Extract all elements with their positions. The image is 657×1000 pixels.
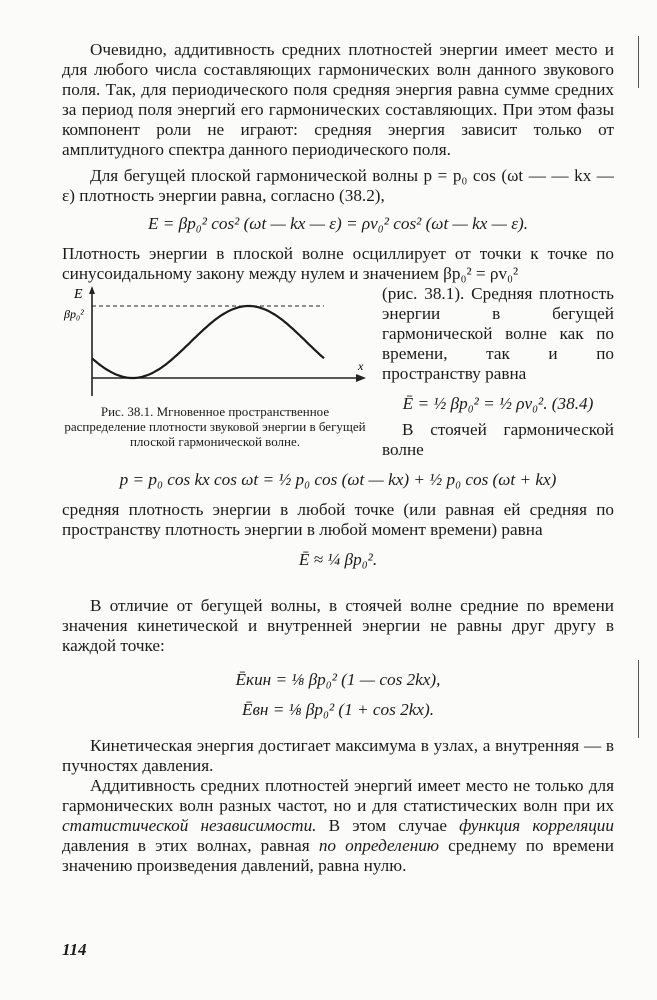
italic-term-correlation: функция корреляции bbox=[459, 816, 614, 835]
paragraph-kinetic-max: Кинетическая энергия достигает максимума в узлах, а внутренняя — в пучностях давления. bbox=[62, 736, 614, 775]
italic-term-independence: статистической независимости. bbox=[62, 816, 317, 835]
paragraph-standing-wave: В стоячей гармонической волне bbox=[382, 420, 614, 459]
y-axis-label: E bbox=[74, 287, 83, 302]
text-run: В этом случае bbox=[316, 816, 460, 835]
energy-curve bbox=[92, 306, 324, 378]
paragraph-additivity: Очевидно, аддитивность средних плотностей энергии имеет место и для любого числа составляющих гармонических волн данного звукового поля. Так, для периодического поля средняя энергия равна сумме средних за период поля энергий его гармонических составляющих. При этом фазы компонент роли не играют: средняя энергия зависит только от амплитудного спектра данного периодического поля. bbox=[62, 40, 614, 159]
formula-internal: Ēвн = ⅛ βp₀² (1 + cos 2kx). bbox=[241, 700, 435, 719]
energy-wave-plot bbox=[62, 284, 368, 402]
level-label: βp₀² bbox=[64, 307, 84, 321]
paragraph-oscillation: Плотность энергии в плоской волне осциллирует от точки к точке по синусоидальному закону между нулем и значением βp₀² = ρv₀² bbox=[62, 244, 614, 283]
paragraph-kinetic-internal: В отличие от бегущей волны, в стоячей волне средние по времени значения кинетической и внутренней энергии не равны друг другу в каждой точке: bbox=[62, 596, 614, 655]
side-text bbox=[382, 284, 614, 460]
paragraph-traveling-wave: Для бегущей плоской гармонической волны p = p₀ cos (ωt — — kx — ε) плотность энергии равна, согласно (38.2), bbox=[62, 166, 614, 205]
formula-38-4: Ē = ½ βp₀² = ½ ρv₀². (38.4) bbox=[402, 394, 594, 413]
x-axis-label: x bbox=[358, 359, 364, 373]
margin-line bbox=[638, 36, 639, 88]
formula-standing-wave: p = p₀ cos kx cos ωt = ½ p₀ cos (ωt — kx) + ½ p₀ cos (ωt + kx) bbox=[119, 470, 557, 489]
text-run: Аддитивность средних плотностей энергий имеет место не только для гармонических волн разных частот, но и для статистических волн при их bbox=[62, 776, 614, 815]
text-run: давления в этих волнах, равная bbox=[62, 836, 319, 855]
formula-mean-energy: Ē ≈ ¼ βp₀². bbox=[298, 550, 378, 569]
figure-38-1 bbox=[62, 284, 368, 454]
margin-line bbox=[638, 660, 639, 738]
page-content bbox=[62, 40, 614, 876]
figure-caption: Рис. 38.1. Мгновенное пространственное распределение плотности звуковой энергии в бегущей плоской гармонической волне. bbox=[64, 404, 366, 449]
x-axis-arrow bbox=[356, 374, 366, 382]
paragraph-mean-any-point: средняя плотность энергии в любой точке (или равная ей средняя по пространству плотность энергии в любой момент времени) равна bbox=[62, 500, 614, 539]
paragraph-statistical bbox=[62, 776, 614, 876]
paragraph-mean-density: (рис. 38.1). Средняя плотность энергии в бегущей гармонической волне как по времени, так и по пространству равна bbox=[382, 284, 614, 383]
text-run: среднему по времени значению произведения давлений, равна нулю. bbox=[62, 836, 614, 875]
formula-energy-density: E = βp₀² cos² (ωt — kx — ε) = ρv₀² cos² (ωt — kx — ε). bbox=[147, 214, 529, 233]
italic-term-definition: по определению bbox=[318, 836, 439, 855]
y-axis-arrow bbox=[89, 286, 95, 294]
figure-row bbox=[62, 284, 614, 459]
page-number: 114 bbox=[62, 940, 87, 959]
formula-kinetic: Ēкин = ⅛ βp₀² (1 — cos 2kx), bbox=[235, 670, 441, 689]
